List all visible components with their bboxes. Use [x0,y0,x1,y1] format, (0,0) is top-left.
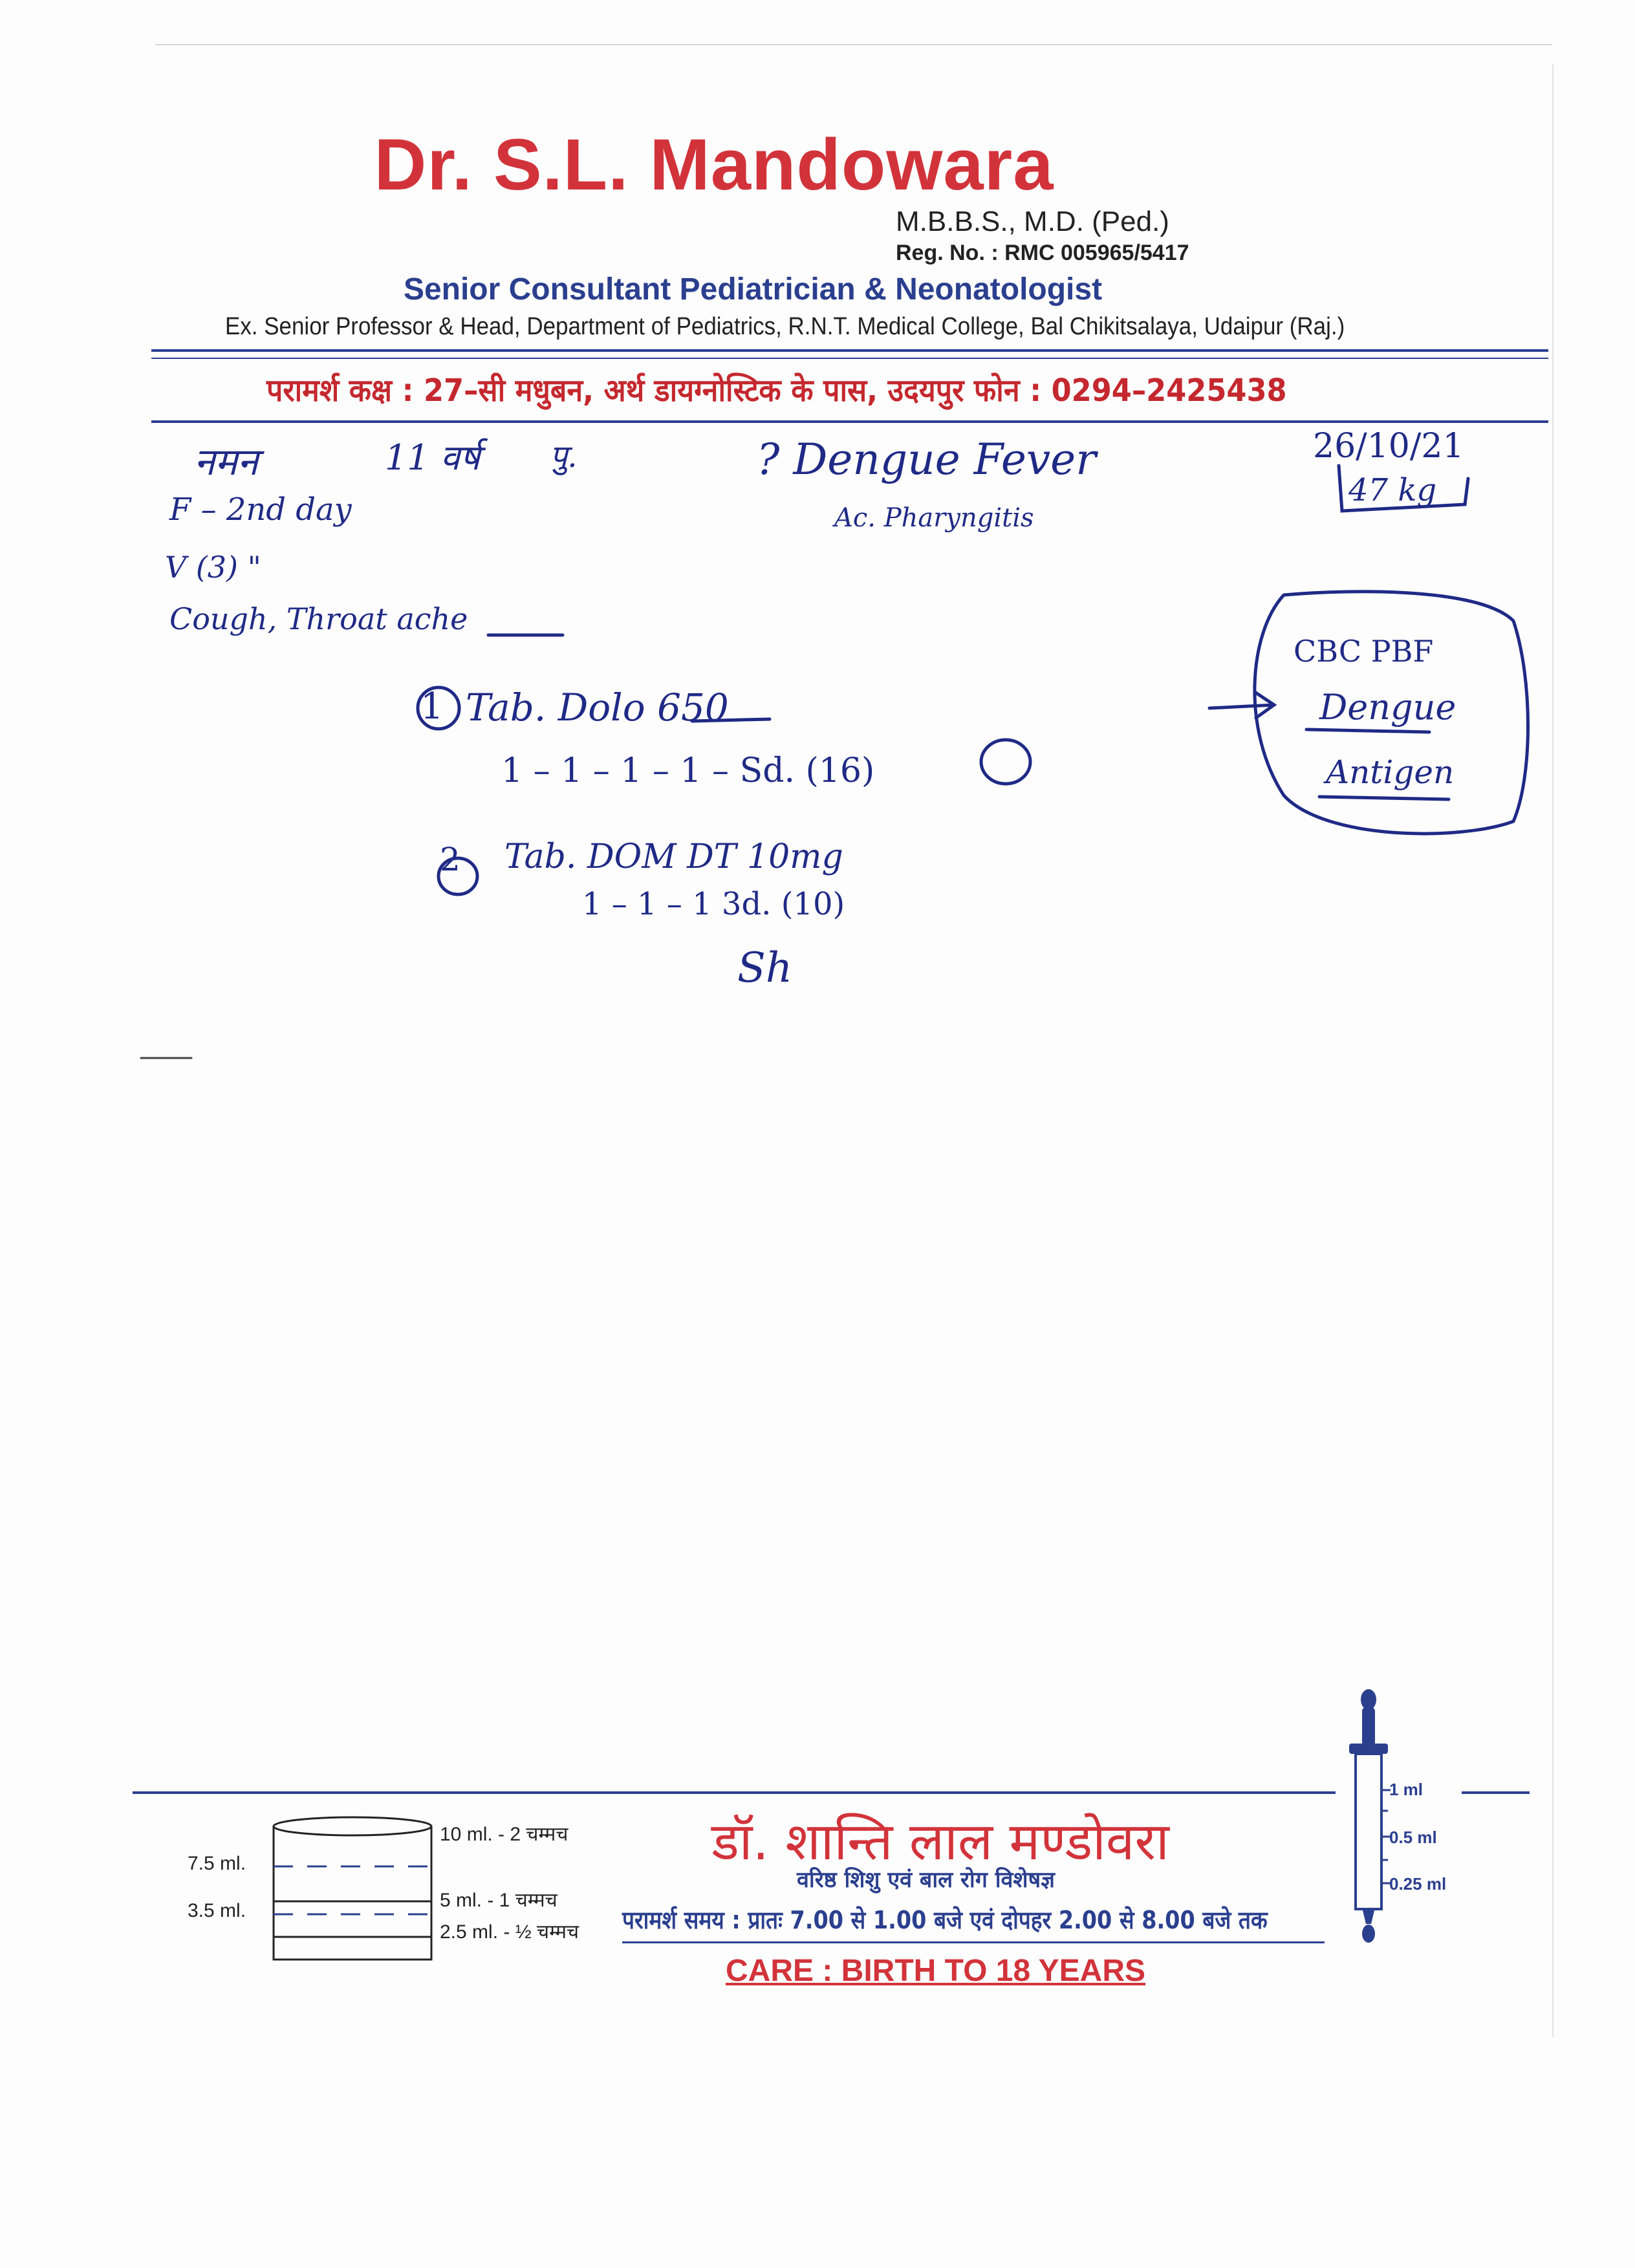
medicine-1-number: 1 [420,686,444,728]
doctor-title-hindi: वरिष्ठ शिशु एवं बाल रोग विशेषज्ञ [797,1867,1055,1893]
complaint-vomiting: V (3) " [165,550,261,585]
doctor-name: Dr. S.L. Mandowara [374,124,1054,205]
complaint-fever: F – 2nd day [169,491,352,528]
registration-number: Reg. No. : RMC 005965/5417 [896,241,1189,265]
cup-label-5ml: 5 ml. - 1 चम्मच [440,1890,558,1911]
doctor-name-hindi: डॉ. शान्ति लाल मण्डोवरा [711,1811,1169,1872]
dropper-label-1ml: 1 ml [1389,1780,1424,1799]
diagnosis-secondary: Ac. Pharyngitis [834,503,1034,533]
patient-age: 11 वर्ष [385,437,481,478]
doctor-signature: Sh [737,944,793,992]
medicine-1-dose: 1 – 1 – 1 – 1 – Sd. (16) [501,751,875,790]
cup-label-3-5ml: 3.5 ml. [188,1900,246,1921]
doctor-title: Senior Consultant Pediatrician & Neonatologist [403,272,1103,307]
clinic-address-hindi: परामर्श कक्ष : 27–सी मधुबन, अर्थ डायग्नोस्टिक के पास, उदयपुर फोन : 0294–2425438 [266,373,1287,409]
medicine-2-dose: 1 – 1 – 1 3d. (10) [582,886,845,922]
investigation-dengue: Dengue [1319,687,1456,728]
patient-name: नमन [194,440,259,484]
cup-label-7-5ml: 7.5 ml. [188,1853,246,1874]
diagnosis-primary: ? Dengue Fever [757,435,1096,484]
dropper-label-0-25ml: 0.25 ml [1389,1874,1447,1894]
investigation-cbc: CBC PBF [1294,634,1434,669]
doctor-degrees: M.B.B.S., M.D. (Ped.) [896,206,1169,237]
visit-date: 26/10/21 [1313,427,1464,466]
cup-label-2-5ml: 2.5 ml. - ½ चम्मच [440,1921,579,1943]
ex-position: Ex. Senior Professor & Head, Department of Pediatrics, R.N.T. Medical College, Bal Chikitsalaya, Udaipur (Raj.) [225,313,1345,340]
patient-sex: पु. [550,438,578,475]
medicine-2-name: Tab. DOM DT 10mg [504,837,843,876]
consultation-hours: परामर्श समय : प्रातः 7.00 से 1.00 बजे एवं दोपहर 2.00 से 8.00 बजे तक [622,1906,1268,1934]
cup-label-10ml: 10 ml. - 2 चम्मच [440,1824,568,1845]
complaint-cough: Cough, Throat ache [169,601,468,636]
patient-weight: 47 kg [1348,472,1437,508]
dropper-label-0-5ml: 0.5 ml [1389,1828,1437,1847]
medicine-2-number: 2 [440,841,460,878]
medicine-1-name: Tab. Dolo 650 [466,686,729,729]
care-tagline: CARE : BIRTH TO 18 YEARS [726,1954,1146,1988]
investigation-antigen: Antigen [1326,753,1455,791]
